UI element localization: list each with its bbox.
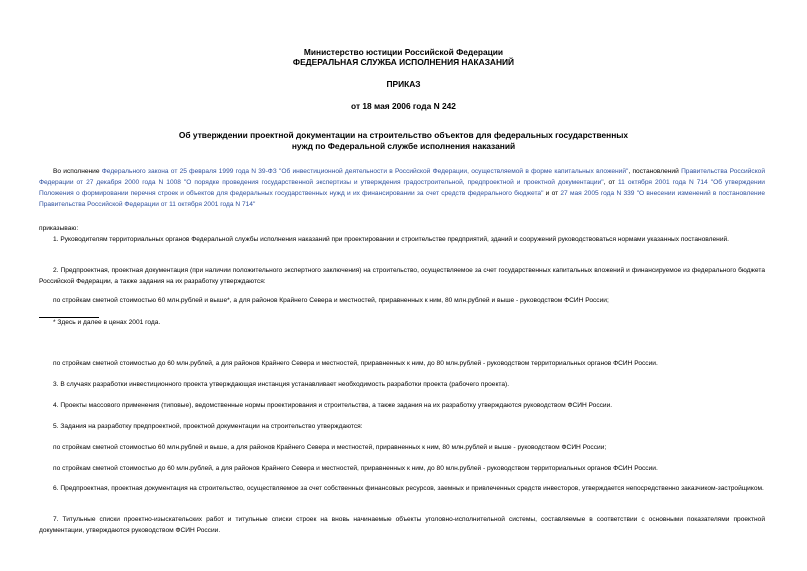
preamble-text-4: и от [543, 190, 561, 197]
document-type: ПРИКАЗ [386, 79, 421, 89]
item-5-subitem-a: по стройкам сметной стоимостью 60 млн.рублей и выше, а для районов Крайнего Севера и местностей, приравненных к ним, 80 млн.рублей и выше - руководством ФСИН России; [53, 444, 607, 451]
item-2-subitem-b: по стройкам сметной стоимостью до 60 млн.рублей, а для районов Крайнего Севера и местностей, приравненных к ним, до 80 млн.рублей - руководством территориальных органов ФСИН России. [53, 360, 658, 367]
item-5-subitem-b: по стройкам сметной стоимостью до 60 млн.рублей, а для районов Крайнего Севера и местностей, приравненных к ним, до 80 млн.рублей - руководством территориальных органов ФСИН России. [53, 465, 658, 472]
ministry-heading: Министерство юстиции Российской Федерации [303, 47, 504, 57]
item-3: 3. В случаях разработки инвестиционного проекта утверждающая инстанция устанавливает необходимость разработки проекта (рабочего проекта). [53, 381, 510, 388]
service-heading: ФЕДЕРАЛЬНАЯ СЛУЖБА ИСПОЛНЕНИЯ НАКАЗАНИЙ [292, 57, 515, 67]
preamble-text-2: , постановлений [628, 168, 682, 175]
item-2: 2. Предпроектная, проектная документация (при наличии положительного экспертного заключения) на строительство, осуществляемое за счет государственных капитальных вложений и финансируемое из федерального бюджета Российской Федерации, а также задания на их разработку утверждаются: [39, 267, 765, 285]
document-title-line2: нужд по Федеральной службе исполнения наказаний [291, 141, 516, 151]
item-7: 7. Титульные списки проектно-изыскательских работ и титульные списки строек на вновь начинаемые объекты уголовно-исполнительной системы, составляемые в соответствии с основными показателями проектной документации, утверждаются руководством ФСИН России. [39, 516, 765, 534]
preamble-text-3: , от [603, 179, 618, 186]
item-2-subitem-a: по стройкам сметной стоимостью 60 млн.рублей и выше*, а для районов Крайнего Севера и местностей, приравненных к ним, 80 млн.рублей и выше - руководством ФСИН России; [53, 297, 609, 304]
preamble-paragraph [39, 166, 765, 210]
government-decree-1008-link[interactable]: Правительства Российской Федерации от 27 декабря 2000 года N 1008 "О порядке проведения государственной экспертизы и утверждения градостроительной, предпроектной и проектной документации" [39, 168, 766, 186]
item-5: 5. Задания на разработку предпроектной, проектной документации на строительство утверждаются: [53, 423, 363, 430]
document-title-line1: Об утверждении проектной документации на строительство объектов для федеральных государственных [178, 130, 629, 140]
item-1: 1. Руководителям территориальных органов Федеральной службы исполнения наказаний при проектировании и строительстве предприятий, зданий и сооружений руководствоваться нормами указанных постановлений. [53, 236, 730, 243]
item-6: 6. Предпроектная, проектная документация на строительство, осуществляемое за счет собственных финансовых ресурсов, заемных и привлеченных средств инвесторов, утверждается непосредственно заказчиком-застройщиком. [53, 485, 764, 492]
document-date-number: от 18 мая 2006 года N 242 [351, 101, 456, 111]
federal-law-link[interactable]: Федерального закона от 25 февраля 1999 года N 39-ФЗ "Об инвестиционной деятельности в Российской Федерации, осуществляемой в форме капитальных вложений" [101, 168, 629, 175]
preamble-text-1: Во исполнение [53, 168, 102, 175]
order-word: приказываю: [39, 225, 79, 232]
government-decree-339-link[interactable]: 27 мая 2005 года N 339 "О внесении изменений в постановление Правительства Российской Федерации от 11 октября 2001 года N 714" [39, 190, 765, 208]
government-decree-714-link[interactable]: 11 октября 2001 года N 714 "Об утверждении Положения о формировании перечня строек и объектов для федеральных государственных нужд и их финансировании за счет средств федерального бюджета" [39, 179, 765, 197]
footnote: * Здесь и далее в ценах 2001 года. [53, 319, 161, 326]
item-4: 4. Проекты массового применения (типовые), ведомственные нормы проектирования и строительства, а также задания на их разработку утверждаются руководством ФСИН России. [53, 402, 613, 409]
